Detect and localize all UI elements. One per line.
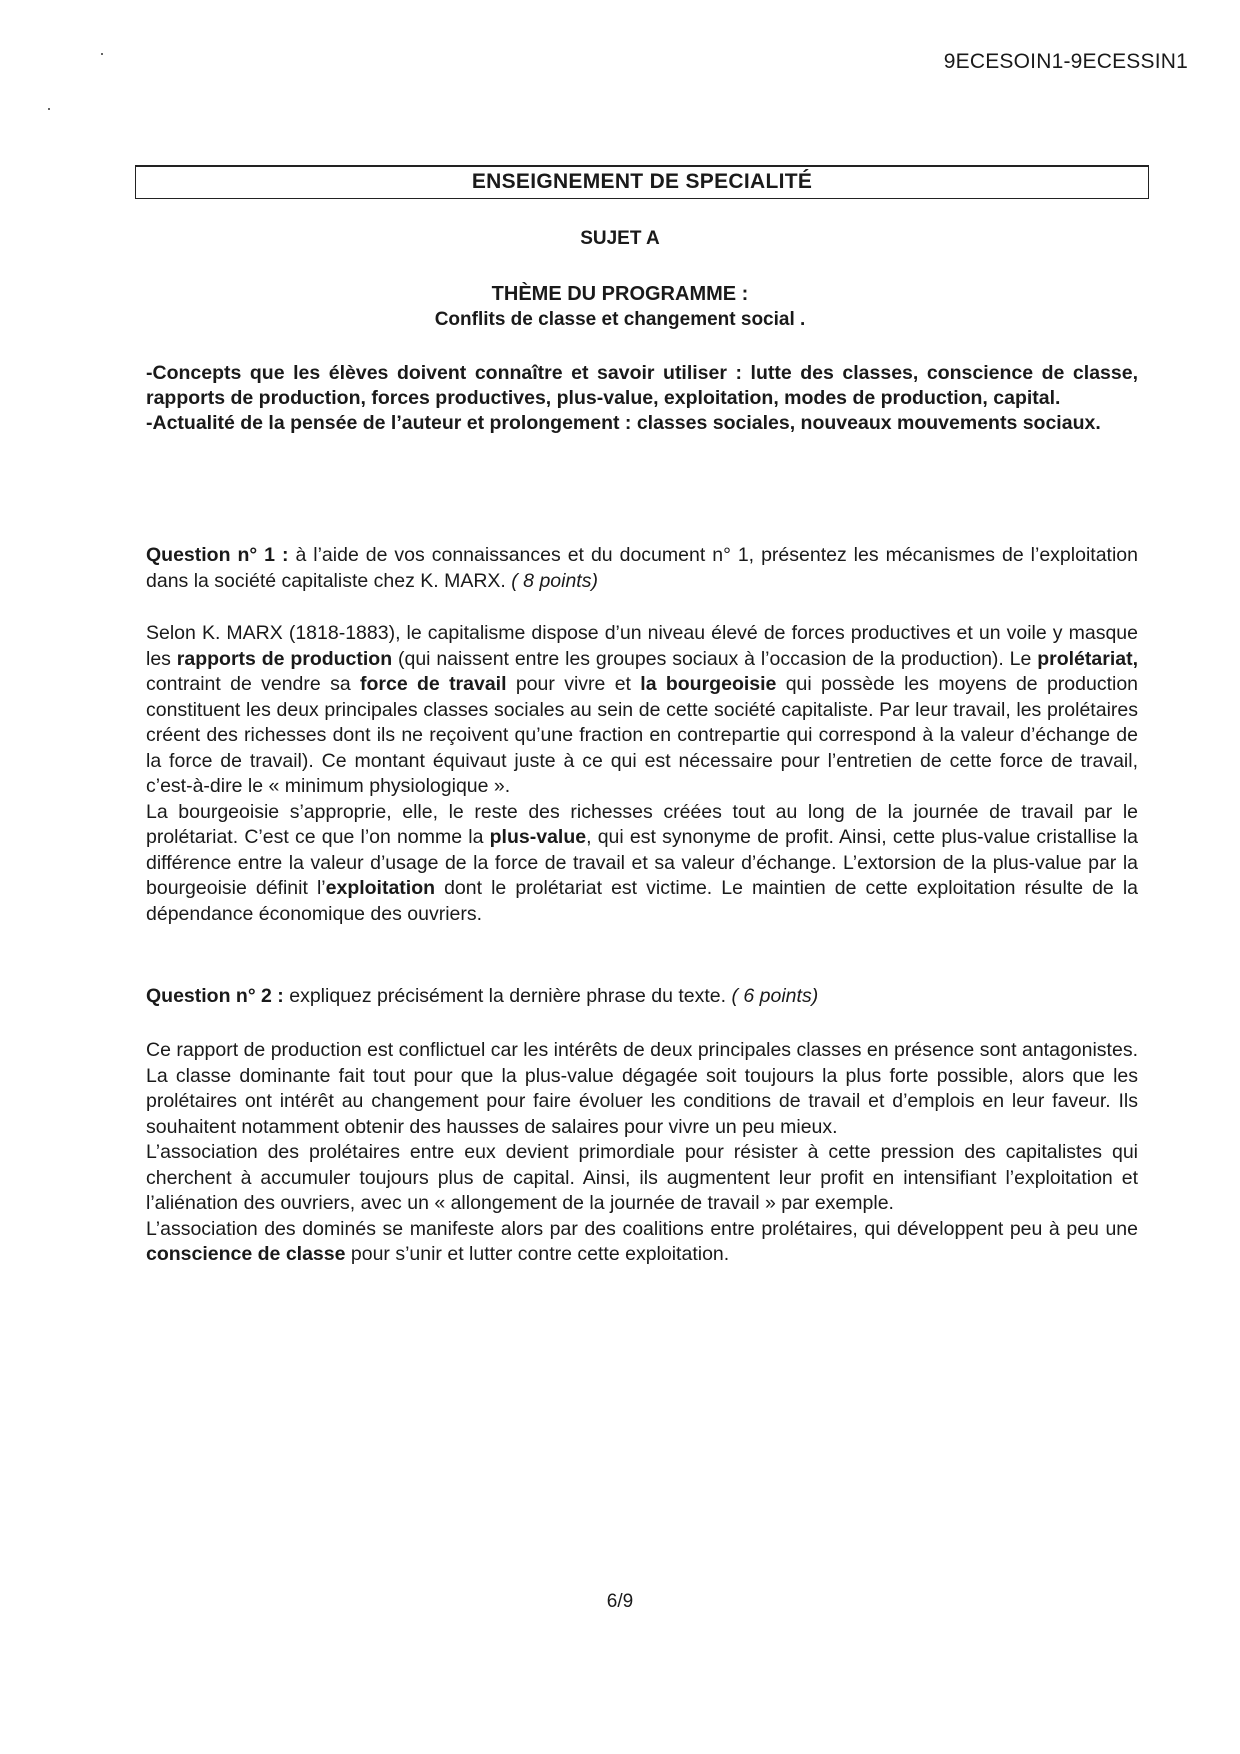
document-code: 9ECESOIN1-9ECESSIN1 xyxy=(943,50,1188,73)
question-label: Question n° 1 : xyxy=(146,544,289,566)
key-term: force de travail xyxy=(359,673,507,695)
question-1 xyxy=(146,543,1138,594)
question-label: Question n° 2 : xyxy=(146,985,284,1007)
key-term: plus-value xyxy=(489,826,587,848)
concepts-line: -Actualité de la pensée de l’auteur et prolongement : classes sociales, nouveaux mouvements sociaux. xyxy=(146,412,1101,434)
scan-speck xyxy=(48,108,50,110)
answer-paragraph: La bourgeoisie s’approprie, elle, le reste des richesses créées tout au long de la journée de travail par le prolétariat. C’est ce que l’on nomme la plus-value, qui est synonyme de profit. Ainsi, cette plus-value cristallise la différence entre la valeur d’usage de la force de travail et sa valeur d’échange. L’extorsion de la plus-value par la bourgeoisie définit l’exploitation dont le prolétariat est victime. Le maintien de cette exploitation résulte de la dépendance économique des ouvriers. xyxy=(146,800,1138,925)
key-term: la bourgeoisie xyxy=(640,673,777,695)
concepts-line: -Concepts que les élèves doivent connaître et savoir utiliser : lutte des classes, conscience de classe, rapports de production, forces productives, plus-value, exploitation, modes de production, capital. xyxy=(146,362,1138,409)
answer-paragraph: L’association des prolétaires entre eux devient primordiale pour résister à cette pression des capitalistes qui cherchent à accumuler toujours plus de capital. Ainsi, ils augmentent leur profit en intensifiant l’exploitation et l’aliénation des ouvriers, avec un « allongement de la journée de travail » par exemple. xyxy=(146,1141,1138,1214)
answer-paragraph: L’association des dominés se manifeste alors par des coalitions entre prolétaires, qui développent peu à peu une conscience de classe pour s’unir et lutter contre cette exploitation. xyxy=(146,1217,1138,1265)
key-term: conscience de classe xyxy=(146,1243,346,1265)
question-text: expliquez précisément la dernière phrase du texte. xyxy=(283,985,732,1007)
question-points: ( 6 points) xyxy=(731,985,819,1007)
specialty-title-box xyxy=(135,165,1149,199)
question-points: ( 8 points) xyxy=(511,569,598,592)
scan-speck xyxy=(101,53,103,55)
sujet-heading: SUJET A xyxy=(580,228,660,249)
key-term: prolétariat, xyxy=(1037,647,1138,670)
specialty-title: ENSEIGNEMENT DE SPECIALITÉ xyxy=(471,170,813,193)
answer-paragraph: Ce rapport de production est conflictuel car les intérêts de deux principales classes en présence sont antagonistes. La classe dominante fait tout pour que la plus-value dégagée soit toujours la plus forte possible, alors que les prolétaires ont intérêt au changement pour faire évoluer les conditions de travail et d’emplois en leur faveur. Ils souhaitent notamment obtenir des hausses de salaires pour vivre un peu mieux. xyxy=(146,1039,1138,1138)
question-2 xyxy=(146,984,1138,1010)
question-text: à l’aide de vos connaissances et du document n° 1, présentez les mécanismes de l’exploitation dans la société capitaliste chez K. MARX. xyxy=(146,544,1138,592)
theme-subtitle: Conflits de classe et changement social . xyxy=(434,309,806,330)
key-term: rapports de production xyxy=(176,647,393,670)
concepts-block xyxy=(146,361,1138,436)
answer-paragraph: Selon K. MARX (1818-1883), le capitalisme dispose d’un niveau élevé de forces productives et un voile y masque les rapports de production (qui naissent entre les groupes sociaux à l’occasion de la production). Le prolétariat, contraint de vendre sa force de travail pour vivre et la bourgeoisie qui possède les moyens de production constituent les deux principales classes sociales au sein de cette société capitaliste. Par leur travail, les prolétaires créent des richesses dont ils ne reçoivent qu’une fraction en contrepartie qui correspond à la valeur d’échange de la force de travail). Ce montant équivaut juste à ce qui est nécessaire pour l’entretien de cette force de travail, c’est-à-dire le « minimum physiologique ». xyxy=(146,622,1139,797)
answer-2 xyxy=(146,1038,1138,1268)
theme-heading: THÈME DU PROGRAMME : xyxy=(491,283,749,305)
answer-1 xyxy=(146,621,1138,927)
key-term: exploitation xyxy=(325,877,436,899)
page-number: 6/9 xyxy=(606,1591,634,1612)
